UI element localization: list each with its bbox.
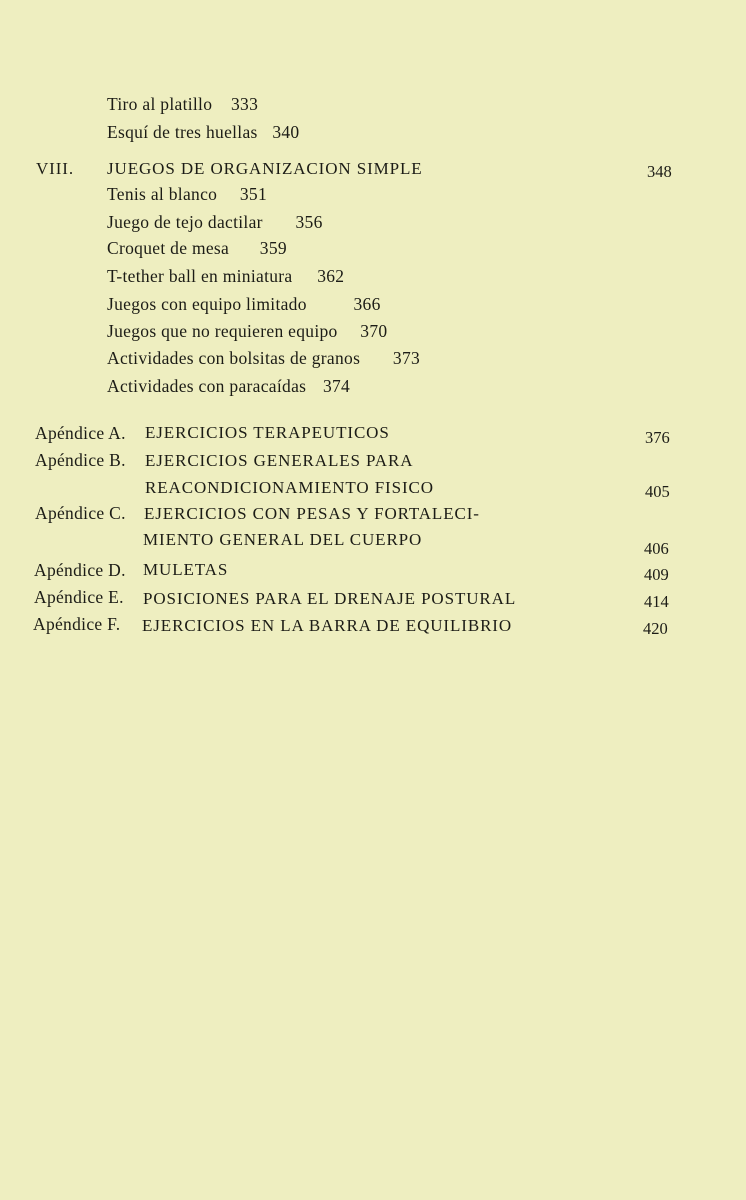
toc-entry-page: 356 — [295, 212, 323, 232]
appendix-title: MULETAS — [143, 560, 229, 579]
toc-entry-title: Actividades con bolsitas de granos — [107, 348, 361, 368]
toc-entry-page: 333 — [230, 94, 259, 114]
toc-entry-title: Tenis al blanco — [107, 184, 218, 204]
toc-entry-page: 362 — [317, 266, 345, 286]
appendix-page: 414 — [644, 592, 669, 611]
toc-entry-title: Juegos con equipo limitado — [107, 294, 307, 314]
appendix-page: 376 — [645, 428, 670, 447]
toc-entry — [107, 320, 387, 342]
appendix-label: Apéndice D. — [34, 560, 126, 580]
toc-entry — [107, 375, 350, 397]
appendix-page: 420 — [643, 619, 668, 638]
appendix-label: Apéndice B. — [35, 450, 126, 470]
toc-entry-title: Tiro al platillo — [107, 94, 213, 114]
appendix-label: Apéndice C. — [35, 503, 126, 523]
toc-entry — [107, 265, 344, 287]
toc-entry — [107, 347, 420, 369]
toc-entry-page: 351 — [239, 184, 268, 204]
toc-entry-title: Esquí de tres huellas — [107, 122, 258, 142]
toc-entry — [107, 183, 267, 205]
appendix-page: 405 — [645, 482, 670, 501]
toc-entry-page: 359 — [259, 238, 287, 258]
toc-entry-page: 373 — [392, 348, 421, 368]
toc-entry-title: Juego de tejo dactilar — [107, 212, 263, 232]
toc-entry-title: Actividades con paracaídas — [107, 376, 307, 396]
toc-entry-title: T-tether ball en miniatura — [107, 266, 293, 286]
appendix-title: POSICIONES PARA EL DRENAJE POSTURAL — [143, 589, 517, 608]
appendix-page: 409 — [644, 565, 669, 584]
appendix-title: EJERCICIOS GENERALES PARA — [145, 451, 414, 470]
chapter-title: JUEGOS DE ORGANIZACION SIMPLE — [107, 159, 423, 178]
toc-entry — [107, 121, 299, 143]
appendix-page: 406 — [644, 539, 669, 558]
appendix-title-continued: MIENTO GENERAL DEL CUERPO — [143, 530, 423, 549]
toc-entry-page: 340 — [272, 122, 300, 142]
appendix-title-continued: REACONDICIONAMIENTO FISICO — [145, 478, 434, 497]
toc-entry — [107, 211, 323, 233]
toc-entry-page: 366 — [353, 294, 381, 314]
appendix-title: EJERCICIOS CON PESAS Y FORTALECI- — [144, 504, 480, 523]
appendix-label: Apéndice F. — [33, 614, 121, 634]
toc-entry-page: 374 — [322, 376, 351, 396]
toc-entry — [107, 293, 381, 315]
appendix-title: EJERCICIOS TERAPEUTICOS — [145, 423, 390, 442]
appendix-title: EJERCICIOS EN LA BARRA DE EQUILIBRIO — [142, 616, 513, 635]
toc-entry-title: Croquet de mesa — [107, 238, 230, 258]
chapter-number: VIII. — [36, 159, 75, 178]
chapter-page: 348 — [647, 162, 672, 181]
toc-entry — [107, 93, 258, 115]
appendix-label: Apéndice A. — [35, 423, 126, 443]
toc-entry-title: Juegos que no requieren equipo — [107, 321, 338, 341]
toc-entry-page: 370 — [360, 321, 388, 341]
toc-entry — [107, 237, 287, 259]
appendix-label: Apéndice E. — [34, 587, 124, 607]
